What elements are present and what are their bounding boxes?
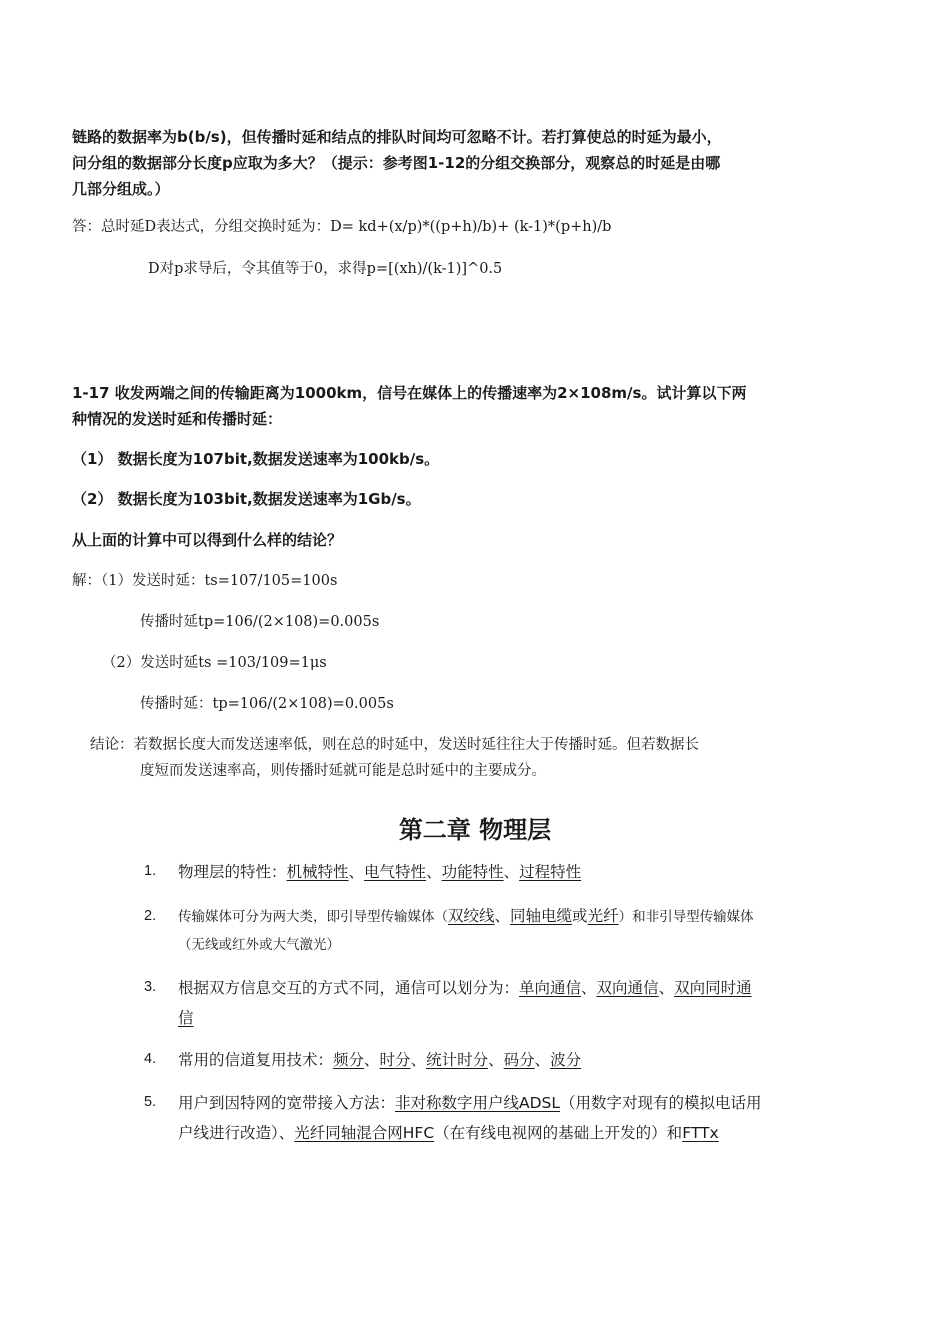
underlined-term: 光纤同轴混合网HFC bbox=[294, 1124, 435, 1142]
separator: 、 bbox=[494, 907, 511, 925]
underlined-term: 统计时分 bbox=[426, 1051, 489, 1069]
list-number: 4. bbox=[144, 1051, 157, 1067]
list-number: 3. bbox=[144, 979, 157, 995]
text: 户线进行改造）、 bbox=[178, 1124, 295, 1142]
underlined-term: 机械特性 bbox=[286, 863, 349, 881]
chapter-title: 第二章 物理层 bbox=[398, 816, 552, 844]
underlined-term: 频分 bbox=[333, 1051, 365, 1069]
text: （无线或红外或大气激光） bbox=[178, 937, 340, 953]
underlined-term: 双绞线 bbox=[448, 907, 495, 925]
list-item-text bbox=[178, 973, 810, 1033]
list-item-text bbox=[178, 1088, 810, 1148]
underlined-term: 信 bbox=[178, 1009, 194, 1027]
answer-text-line: 答：总时延D表达式，分组交换时延为：D= kd+(x/p)*((p+h)/b)+ (k-1)*(p+h)/b bbox=[72, 219, 612, 235]
solution-line: 传播时延tp=106/(2×108)=0.005s bbox=[140, 614, 380, 630]
conclusion-line: 结论：若数据长度大而发送速率低，则在总的时延中，发送时延往往大于传播时延。但若数据长 bbox=[90, 737, 699, 753]
question-case-2: （2） 数据长度为103bit,数据发送速率为1Gb/s。 bbox=[72, 490, 421, 508]
underlined-term: 过程特性 bbox=[519, 863, 582, 881]
underlined-term: 双向同时通 bbox=[674, 979, 752, 997]
underlined-term: 双向通信 bbox=[596, 979, 659, 997]
text: （用数字对现有的模拟电话用 bbox=[560, 1094, 762, 1112]
question-text-line: 1-17 收发两端之间的传输距离为1000km，信号在媒体上的传播速率为2×108m/s。试计算以下两 bbox=[72, 384, 747, 402]
separator: 、 bbox=[364, 1051, 380, 1069]
underlined-term: 光纤 bbox=[587, 907, 619, 925]
list-number: 2. bbox=[144, 908, 157, 924]
underlined-term: 功能特性 bbox=[441, 863, 504, 881]
list-number: 5. bbox=[144, 1094, 157, 1110]
text: 传输媒体可分为两大类，即引导型传输媒体（ bbox=[178, 909, 448, 925]
text: 物理层的特性： bbox=[178, 863, 287, 881]
answer-text-line: D对p求导后，令其值等于0，求得p=[(xh)/(k-1)]^0.5 bbox=[148, 261, 503, 277]
text: ）和非引导型传输媒体 bbox=[618, 909, 754, 925]
solution-line: 解：（1）发送时延：ts=107/105=100s bbox=[72, 573, 338, 589]
underlined-term: 非对称数字用户线ADSL bbox=[395, 1094, 561, 1112]
separator: 、 bbox=[426, 863, 442, 881]
solution-line: （2）发送时延ts =103/109=1μs bbox=[102, 655, 327, 671]
question-text-line: 链路的数据率为b(b/s)，但传播时延和结点的排队时间均可忽略不计。若打算使总的时延为最小， bbox=[72, 128, 722, 146]
list-item-text bbox=[178, 1045, 810, 1075]
underlined-term: 时分 bbox=[379, 1051, 411, 1069]
separator: 、 bbox=[534, 1051, 551, 1069]
separator: 、 bbox=[581, 979, 597, 997]
text: 根据双方信息交互的方式不同，通信可以划分为： bbox=[178, 979, 520, 997]
underlined-term: 码分 bbox=[503, 1051, 535, 1069]
separator: 、 bbox=[410, 1051, 427, 1069]
conclusion-line: 度短而发送速率高，则传播时延就可能是总时延中的主要成分。 bbox=[140, 763, 546, 779]
underlined-term: 单向通信 bbox=[519, 979, 582, 997]
list-number: 1. bbox=[144, 863, 157, 879]
separator: 、 bbox=[488, 1051, 504, 1069]
list-item-text bbox=[178, 857, 810, 887]
separator: 、 bbox=[348, 863, 365, 881]
separator: 或 bbox=[572, 907, 588, 925]
question-case-1: （1） 数据长度为107bit,数据发送速率为100kb/s。 bbox=[72, 450, 440, 468]
text: 常用的信道复用技术： bbox=[178, 1051, 334, 1069]
underlined-term: 电气特性 bbox=[364, 863, 427, 881]
list-item-text bbox=[178, 902, 810, 959]
question-text-line: 几部分组成。） bbox=[72, 180, 170, 198]
underlined-term: FTTx bbox=[682, 1124, 719, 1142]
text: （在有线电视网的基础上开发的）和 bbox=[434, 1124, 683, 1142]
question-text-line: 问分组的数据部分长度p应取为多大？（提示：参考图1-12的分组交换部分，观察总的时延是由哪 bbox=[72, 154, 721, 172]
separator: 、 bbox=[503, 863, 520, 881]
underlined-term: 波分 bbox=[550, 1051, 582, 1069]
solution-line: 传播时延：tp=106/(2×108)=0.005s bbox=[140, 696, 394, 712]
underlined-term: 同轴电缆 bbox=[510, 907, 573, 925]
question-text-line: 种情况的发送时延和传播时延： bbox=[72, 410, 283, 428]
question-prompt: 从上面的计算中可以得到什么样的结论？ bbox=[72, 531, 343, 549]
separator: 、 bbox=[658, 979, 675, 997]
text: 用户到因特网的宽带接入方法： bbox=[178, 1094, 396, 1112]
